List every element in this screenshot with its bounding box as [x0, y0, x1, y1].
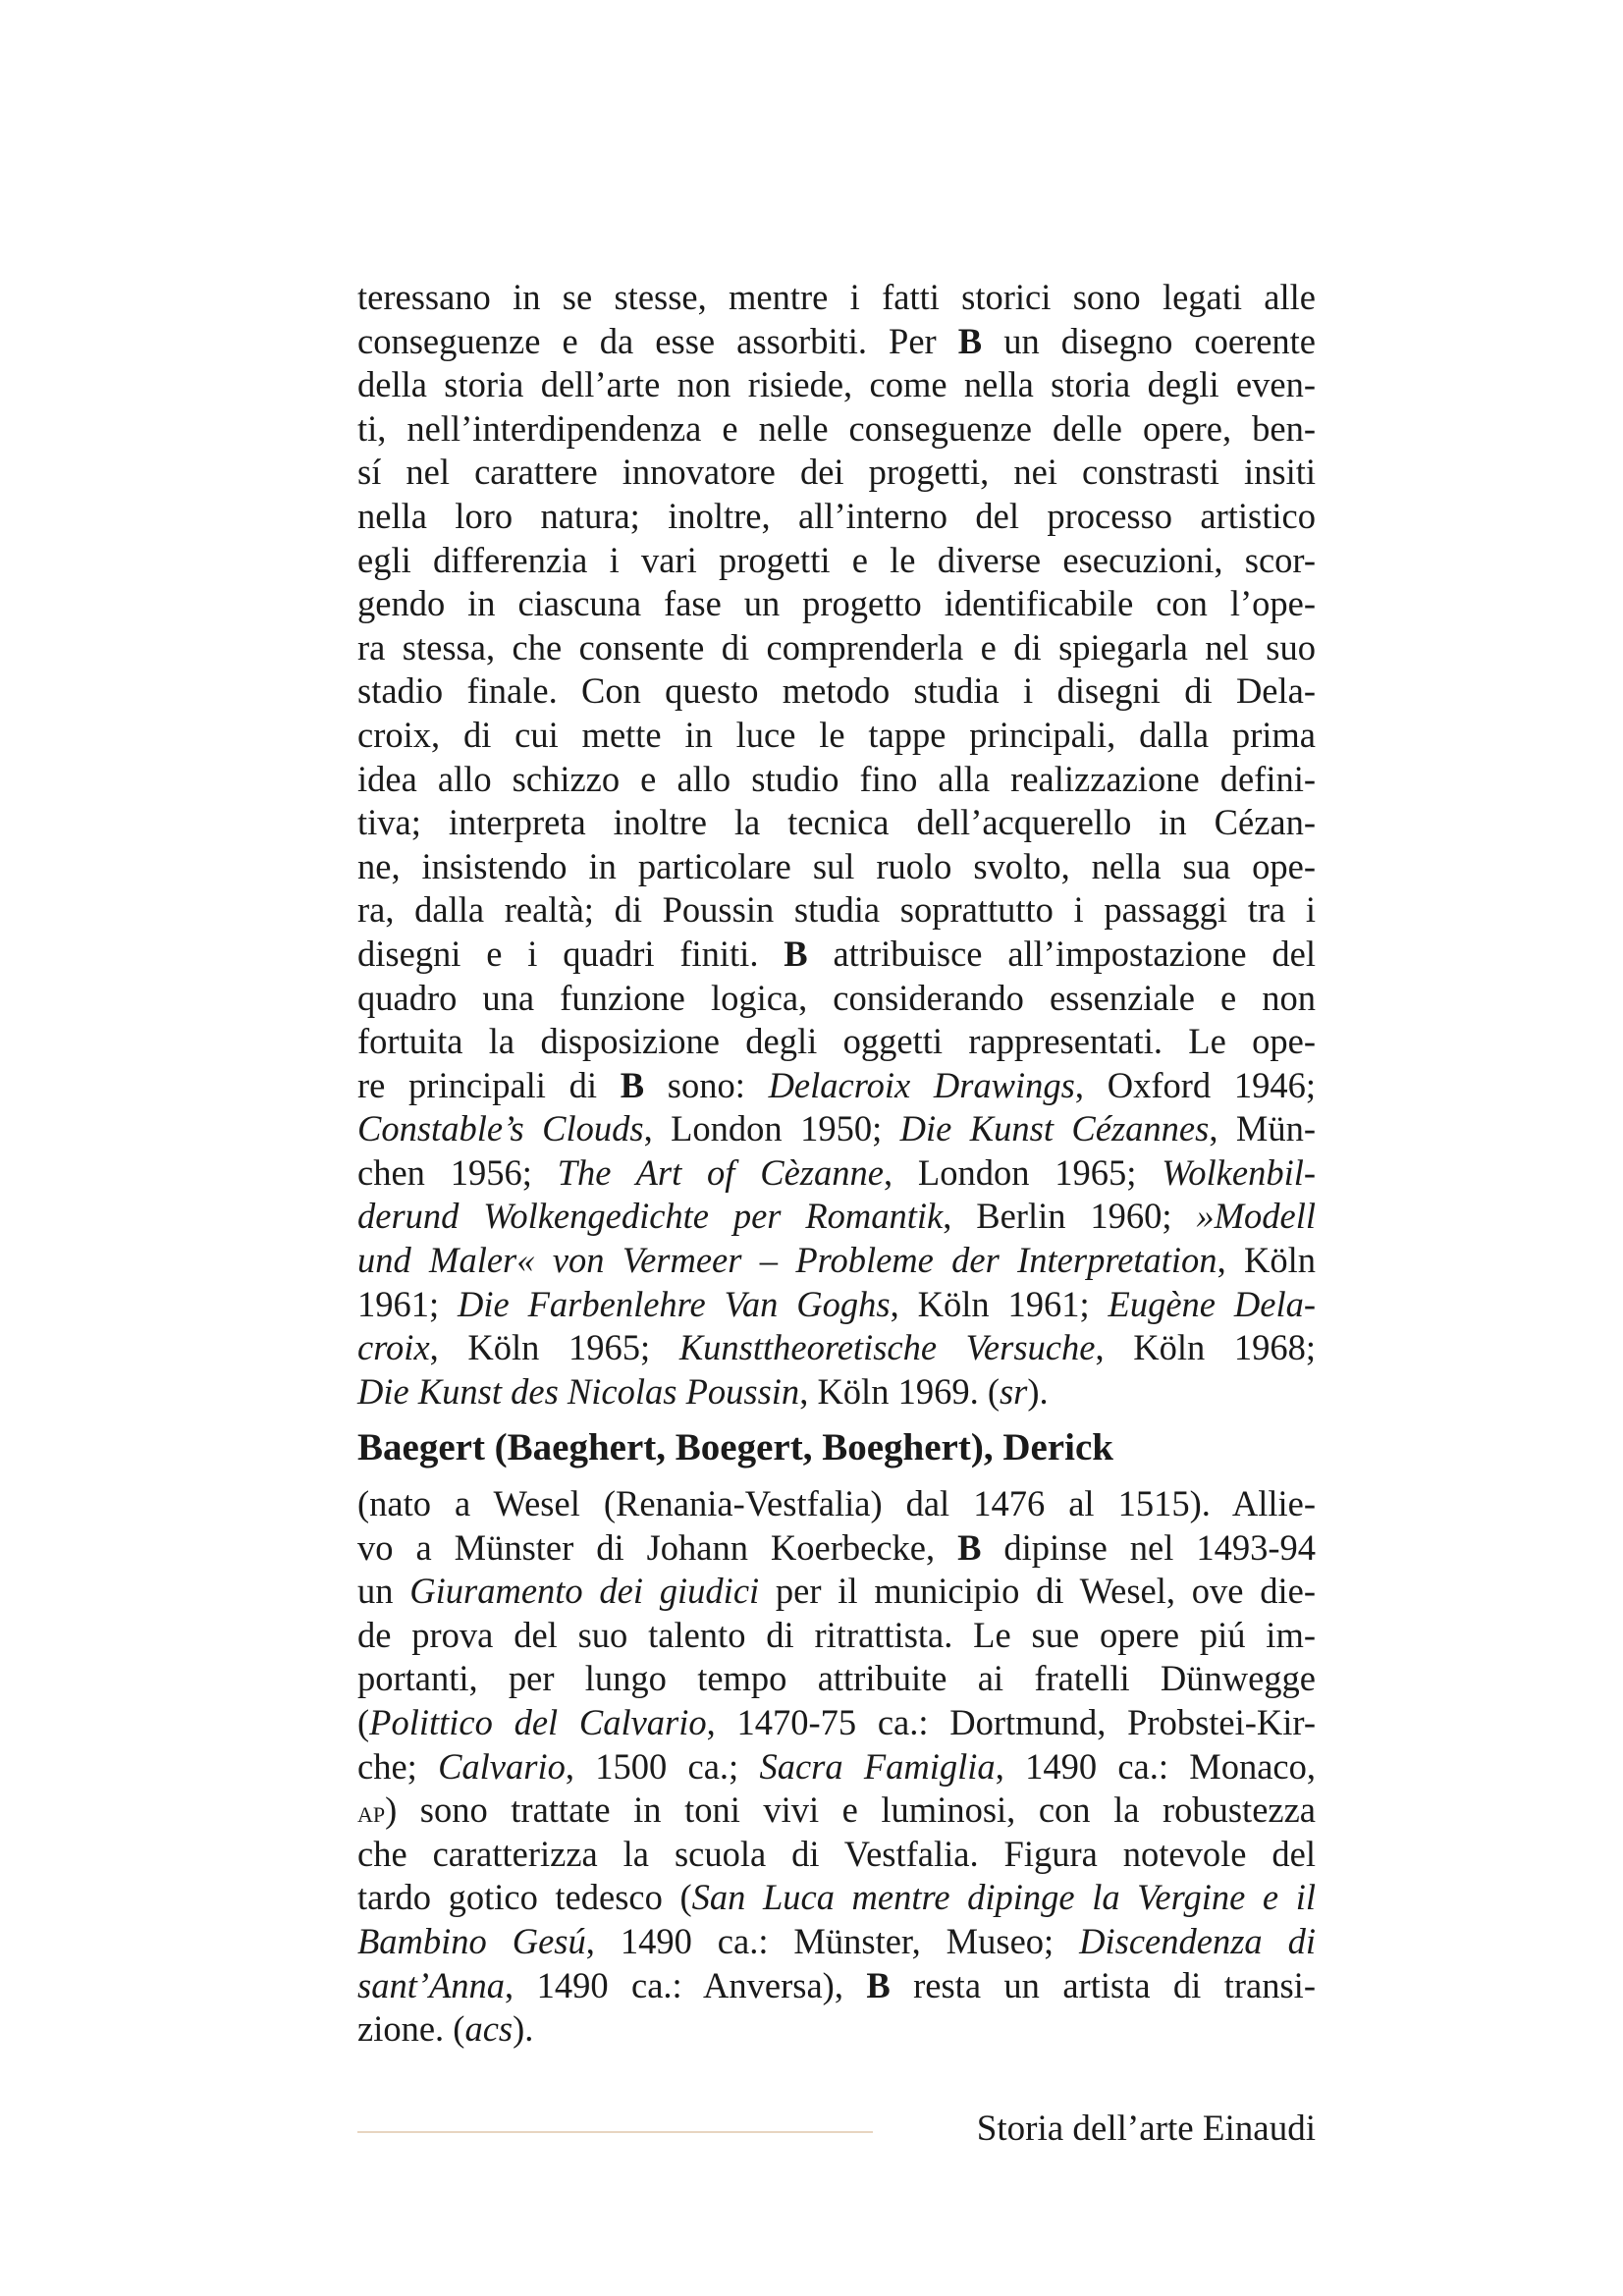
text-line — [357, 1876, 1316, 1920]
text-line — [357, 1789, 1316, 1833]
text-segment: gendo in ciascuna fase un progetto identificabile con l’ope- — [357, 583, 1316, 624]
text-line — [357, 582, 1316, 626]
italic-text: Wolkenbil- — [1162, 1151, 1317, 1193]
text-line — [357, 1570, 1316, 1614]
text-line — [357, 1107, 1316, 1151]
text-segment: attribuisce all’impostazione del — [807, 933, 1317, 974]
text-segment: , Oxford 1946; — [1074, 1064, 1316, 1105]
text-segment: quadro una funzione logica, considerando essenziale e non — [357, 977, 1316, 1018]
text-line — [357, 1526, 1316, 1571]
text-segment: re principali di — [357, 1064, 621, 1105]
text-segment: ra, dalla realtà; di Poussin studia soprattutto i passaggi tra i — [357, 889, 1316, 931]
text-segment: tardo gotico tedesco ( — [357, 1877, 692, 1918]
paragraph-baegert — [357, 1482, 1316, 2052]
text-segment: disegni e i quadri finiti. — [357, 933, 784, 974]
text-segment: conseguenze e da esse assorbiti. Per — [357, 320, 958, 361]
text-line — [357, 320, 1316, 364]
text-segment: che caratterizza la scuola di Vestfalia. Figura notevole del — [357, 1833, 1316, 1874]
text-line — [357, 1151, 1316, 1196]
text-line — [357, 714, 1316, 758]
text-line — [357, 888, 1316, 933]
italic-text: acs — [464, 2008, 514, 2050]
italic-text: Eugène Dela- — [1108, 1283, 1316, 1324]
text-segment: portanti, per lungo tempo attribuite ai fratelli Dünwegge — [357, 1658, 1316, 1699]
text-segment: , 1470-75 ca.: Dortmund, Probstei-Kir- — [706, 1701, 1316, 1742]
text-line — [357, 363, 1316, 407]
italic-text: Sacra Famiglia — [759, 1745, 996, 1787]
text-line — [357, 1326, 1316, 1370]
text-line — [357, 1239, 1316, 1283]
text-line — [357, 1064, 1316, 1108]
text-segment: stadio finale. Con questo metodo studia i disegni di Dela- — [357, 670, 1316, 712]
italic-text: Die Farbenlehre Van Goghs — [458, 1283, 891, 1324]
bold-text: B — [957, 1526, 982, 1568]
italic-text: Constable’s Clouds — [357, 1108, 644, 1149]
text-segment: , London 1950; — [643, 1108, 900, 1149]
bold-text: B — [784, 933, 808, 974]
text-segment: della storia dell’arte non risiede, come nella storia degli even- — [357, 364, 1316, 405]
italic-text: Kunsttheoretische Versuche — [678, 1327, 1096, 1368]
text-line — [357, 1370, 1316, 1415]
bold-text: B — [957, 320, 983, 361]
text-segment: ). — [513, 2008, 534, 2050]
text-segment: ti, nell’interdipendenza e nelle conseguenze delle opere, ben- — [357, 407, 1316, 449]
italic-text: San Luca mentre dipinge la Vergine e il — [691, 1877, 1316, 1918]
italic-text: sr — [999, 1370, 1028, 1412]
text-segment: zione. ( — [357, 2008, 465, 2050]
text-segment: , Berlin 1960; — [943, 1196, 1197, 1237]
text-line — [357, 276, 1316, 320]
text-segment: sono: — [644, 1064, 769, 1105]
text-segment: che; — [357, 1745, 439, 1787]
text-line — [357, 845, 1316, 889]
text-segment: , 1500 ca.; — [565, 1745, 760, 1787]
italic-text: Bambino Gesú — [357, 1920, 586, 1961]
text-segment: , Köln 1961; — [890, 1283, 1109, 1324]
text-segment: , 1490 ca.: Monaco, — [995, 1745, 1316, 1787]
text-segment: ne, insistendo in particolare sul ruolo svolto, nella sua ope- — [357, 845, 1316, 886]
text-line — [357, 1745, 1316, 1789]
italic-text: sant’Anna — [357, 1964, 506, 2005]
text-line — [357, 2007, 1316, 2052]
text-segment: idea allo schizzo e allo studio fino alla realizzazione defini- — [357, 758, 1316, 799]
text-segment: dipinse nel 1493-94 — [981, 1526, 1317, 1568]
italic-text: Giuramento dei giudici — [409, 1571, 760, 1612]
bold-text: B — [866, 1964, 891, 2005]
text-line — [357, 933, 1316, 977]
text-segment: teressano in se stesse, mentre i fatti storici sono legati alle — [357, 277, 1316, 317]
text-line — [357, 1614, 1316, 1658]
text-segment: un disegno coerente — [982, 320, 1316, 361]
text-line — [357, 1833, 1316, 1877]
text-line — [357, 977, 1316, 1021]
text-segment: vo a Münster di Johann Koerbecke, — [357, 1526, 958, 1568]
text-segment: egli differenzia i vari progetti e le diverse esecuzioni, scor- — [357, 539, 1316, 580]
text-segment: , Köln — [1217, 1240, 1316, 1281]
italic-text: croix — [357, 1327, 430, 1368]
text-line — [357, 669, 1316, 714]
italic-text: »Modell — [1196, 1196, 1316, 1237]
text-segment: (nato a Wesel (Renania-Vestfalia) dal 1476 al 1515). Allie- — [357, 1483, 1316, 1523]
italic-text: derund Wolkengedichte per Romantik — [357, 1196, 944, 1237]
text-segment: croix, di cui mette in luce le tappe principali, dalla prima — [357, 714, 1316, 755]
text-line — [357, 1657, 1316, 1701]
text-segment: 1961; — [357, 1283, 459, 1324]
text-line — [357, 626, 1316, 670]
text-segment: resta un artista di transi- — [890, 1964, 1316, 2005]
footer-title: Storia dell’arte Einaudi — [976, 2109, 1316, 2149]
text-line — [357, 758, 1316, 802]
text-segment: , Köln 1969. ( — [799, 1370, 1000, 1412]
text-segment: ( — [357, 1701, 370, 1742]
italic-text: Discendenza di — [1079, 1920, 1316, 1961]
text-segment: sí nel carattere innovatore dei progetti, nei constrasti insiti — [357, 452, 1316, 493]
text-line — [357, 1920, 1316, 1964]
text-segment: ) sono trattate in toni vivi e luminosi, con la robustezza — [385, 1789, 1316, 1831]
text-segment: tiva; interpreta inoltre la tecnica dell’acquerello in Cézan- — [357, 802, 1316, 843]
text-line — [357, 1020, 1316, 1064]
italic-text: und Maler« von Vermeer – Probleme der Interpretation — [357, 1240, 1217, 1281]
text-segment: , Köln 1968; — [1095, 1327, 1316, 1368]
text-segment: , 1490 ca.: Anversa), — [505, 1964, 867, 2005]
footer-rule — [357, 2131, 873, 2133]
paragraph-bengt-continuation — [357, 276, 1316, 1414]
text-line — [357, 1964, 1316, 2008]
text-line — [357, 1283, 1316, 1327]
text-segment: per il municipio di Wesel, ove die- — [759, 1571, 1316, 1612]
small-caps-text: ap — [357, 1793, 386, 1830]
text-line — [357, 407, 1316, 452]
bold-text: B — [620, 1064, 645, 1105]
text-line — [357, 495, 1316, 539]
text-line — [357, 1482, 1316, 1526]
text-segment: nella loro natura; inoltre, all’interno del processo artistico — [357, 495, 1316, 536]
text-segment: ). — [1027, 1370, 1049, 1412]
text-line — [357, 1195, 1316, 1239]
text-line — [357, 539, 1316, 583]
text-segment: chen 1956; — [357, 1151, 558, 1193]
italic-text: Calvario — [438, 1745, 566, 1787]
text-segment: de prova del suo talento di ritrattista. Le sue opere piú im- — [357, 1614, 1316, 1655]
text-segment: , London 1965; — [883, 1151, 1163, 1193]
italic-text: Delacroix Drawings — [768, 1064, 1075, 1105]
text-segment: ra stessa, che consente di comprenderla e di spiegarla nel suo — [357, 626, 1316, 667]
italic-text: Die Kunst Cézannes — [899, 1108, 1210, 1149]
italic-text: The Art of Cèzanne — [557, 1151, 884, 1193]
entry-heading: Baegert (Baeghert, Boegert, Boeghert), Derick — [357, 1426, 1113, 1468]
italic-text: Polittico del Calvario — [369, 1701, 707, 1742]
text-segment: , Köln 1965; — [429, 1327, 679, 1368]
text-segment: , Mün- — [1209, 1108, 1317, 1149]
text-line — [357, 801, 1316, 845]
text-segment: fortuita la disposizione degli oggetti rappresentati. Le ope- — [357, 1021, 1316, 1062]
text-line — [357, 451, 1316, 495]
text-segment: un — [357, 1571, 410, 1612]
italic-text: Die Kunst des Nicolas Poussin — [357, 1370, 800, 1412]
text-segment: , 1490 ca.: Münster, Museo; — [585, 1920, 1080, 1961]
text-line — [357, 1701, 1316, 1745]
